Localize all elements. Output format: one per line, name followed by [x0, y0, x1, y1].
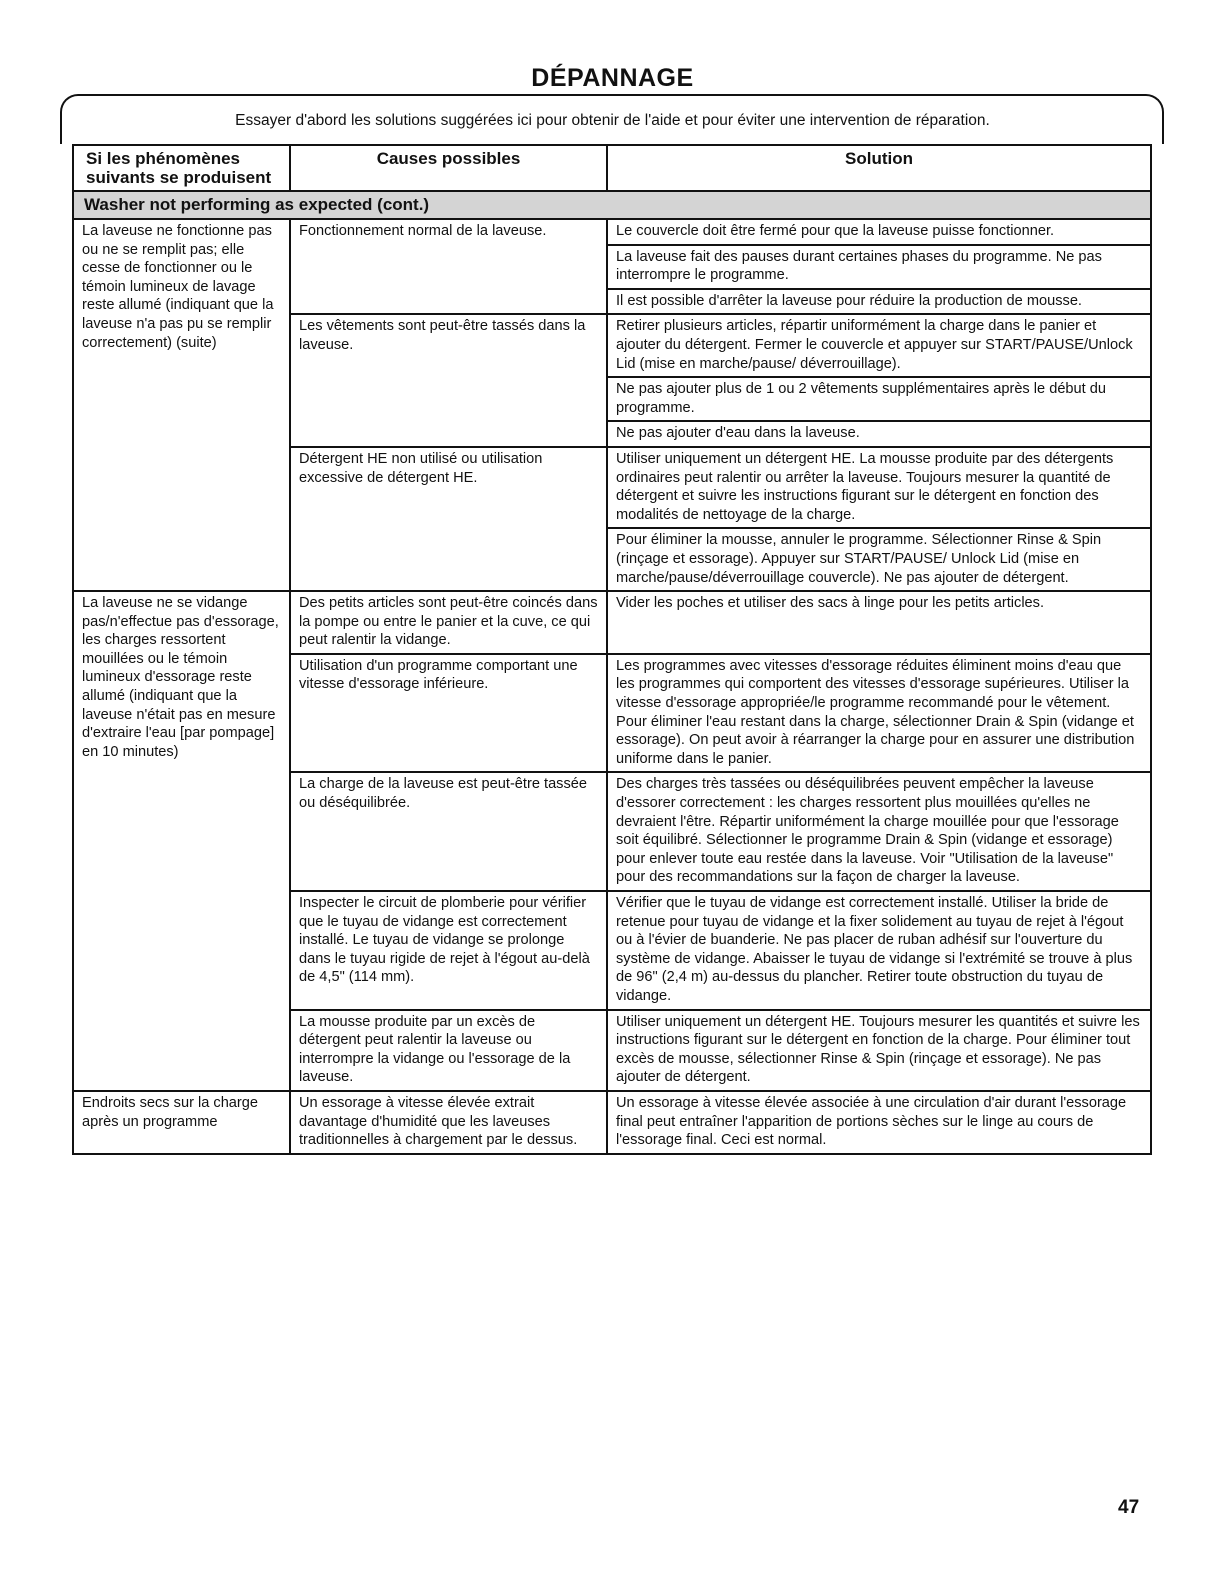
symptom-cell: La laveuse ne se vidange pas/n'effectue pas d'essorage, les charges ressortent mouillées ou le témoin lumineux d'essorage reste allumé (indiquant que la laveuse n'était pas en mesure d'extraire l'eau [par pompage] en 10 minutes) [73, 591, 290, 1091]
cause-cell: Des petits articles sont peut-être coincés dans la pompe ou entre le panier et la cuve, ce qui peut ralentir la vidange. [290, 591, 607, 654]
solution-cell: Des charges très tassées ou déséquilibrées peuvent empêcher la laveuse d'essorer correctement : les charges ressortent plus mouillées qu'elles ne devraient l'être. Répartir uniformément la charge mouillée pour que l'essorage soit équilibré. Sélectionner le programme Drain & Spin (vidange et essorage) pour enlever toute eau restée dans la laveuse. Voir "Utilisation de la laveuse" pour des recommandations sur la façon de charger la laveuse. [607, 772, 1151, 891]
solution-cell: Utiliser uniquement un détergent HE. La mousse produite par des détergents ordinaires peut ralentir ou arrêter la laveuse. Toujours mesurer la quantité de détergent et suivre les instructions figurant sur le détergent en fonction des modalités de nettoyage de la charge. [607, 447, 1151, 528]
solution-cell: Les programmes avec vitesses d'essorage réduites éliminent moins d'eau que les programmes qui comportent des vitesses d'essorage supérieures. Utiliser la vitesse d'essorage appropriée/le programme recommandé pour le vêtement. Pour éliminer l'eau restant dans la charge, sélectionner Drain & Spin (vidange et essorage). On peut avoir à réarranger la charge pour en assurer une distribution uniforme dans le panier. [607, 654, 1151, 773]
cause-cell: La mousse produite par un excès de détergent peut ralentir la laveuse ou interrompre la vidange ou l'essorage de la laveuse. [290, 1010, 607, 1091]
solution-cell: Vider les poches et utiliser des sacs à linge pour les petits articles. [607, 591, 1151, 654]
solution-cell: Pour éliminer la mousse, annuler le programme. Sélectionner Rinse & Spin (rinçage et essorage). Appuyer sur START/PAUSE/ Unlock Lid (mise en marche/pause/déverrouillage couvercle). Ne pas ajouter de détergent. [607, 528, 1151, 591]
cause-cell: Un essorage à vitesse élevée extrait davantage d'humidité que les laveuses traditionnelles à chargement par le dessus. [290, 1091, 607, 1154]
header-symptom: Si les phénomènes suivants se produisent [73, 145, 290, 191]
cause-cell: Les vêtements sont peut-être tassés dans la laveuse. [290, 314, 607, 447]
solution-cell: Il est possible d'arrêter la laveuse pour réduire la production de mousse. [607, 289, 1151, 315]
table-row [73, 219, 1151, 245]
troubleshooting-table [72, 144, 1152, 1155]
page-title: DÉPANNAGE [531, 64, 694, 92]
table-row [73, 591, 1151, 654]
cause-cell: Fonctionnement normal de la laveuse. [290, 219, 607, 314]
solution-cell: Ne pas ajouter d'eau dans la laveuse. [607, 421, 1151, 447]
cause-cell: Utilisation d'un programme comportant une vitesse d'essorage inférieure. [290, 654, 607, 773]
solution-cell: Vérifier que le tuyau de vidange est correctement installé. Utiliser la bride de retenue pour tuyau de vidange et la fixer solidement au tuyau de rejet à l'égout ou à l'évier de buanderie. Ne pas placer de ruban adhésif sur l'ouverture du système de vidange. Abaisser le tuyau de vidange si l'extrémité se trouve à plus de 96" (2,4 m) au-dessus du plancher. Retirer toute obstruction du tuyau de vidange. [607, 891, 1151, 1010]
intro-text: Essayer d'abord les solutions suggérées ici pour obtenir de l'aide et pour éviter une intervention de réparation. [235, 112, 990, 129]
section-band: Washer not performing as expected (cont.) [73, 191, 1151, 219]
symptom-cell: Endroits secs sur la charge après un programme [73, 1091, 290, 1154]
table-header-row [73, 145, 1151, 191]
solution-cell: Un essorage à vitesse élevée associée à une circulation d'air durant l'essorage final peut entraîner l'apparition de portions sèches sur le linge au cours de l'essorage final. Ceci est normal. [607, 1091, 1151, 1154]
solution-cell: Utiliser uniquement un détergent HE. Toujours mesurer les quantités et suivre les instructions figurant sur le détergent en fonction de la charge. Pour éliminer tout excès de mousse, sélectionner Rinse & Spin (rinçage et essorage). Ne pas ajouter de détergent. [607, 1010, 1151, 1091]
header-solution: Solution [607, 145, 1151, 191]
cause-cell: Inspecter le circuit de plomberie pour vérifier que le tuyau de vidange est correctement installé. Le tuyau de vidange se prolonge dans le tuyau rigide de rejet à l'égout au-delà de 4,5" (114 mm). [290, 891, 607, 1010]
symptom-cell: La laveuse ne fonctionne pas ou ne se remplit pas; elle cesse de fonctionner ou le témoin lumineux de lavage reste allumé (indiquant que la laveuse n'a pas pu se remplir correctement) (suite) [73, 219, 290, 591]
header-causes: Causes possibles [290, 145, 607, 191]
solution-cell: Ne pas ajouter plus de 1 ou 2 vêtements supplémentaires après le début du programme. [607, 377, 1151, 421]
section-band-row [73, 191, 1151, 219]
cause-cell: La charge de la laveuse est peut-être tassée ou déséquilibrée. [290, 772, 607, 891]
page-number: 47 [1118, 1497, 1140, 1518]
cause-cell: Détergent HE non utilisé ou utilisation excessive de détergent HE. [290, 447, 607, 591]
table-row [73, 1091, 1151, 1154]
solution-cell: Le couvercle doit être fermé pour que la laveuse puisse fonctionner. [607, 219, 1151, 245]
solution-cell: La laveuse fait des pauses durant certaines phases du programme. Ne pas interrompre le programme. [607, 245, 1151, 289]
solution-cell: Retirer plusieurs articles, répartir uniformément la charge dans le panier et ajouter du détergent. Fermer le couvercle et appuyer sur START/PAUSE/Unlock Lid (mise en marche/pause/ déverrouillage). [607, 314, 1151, 377]
